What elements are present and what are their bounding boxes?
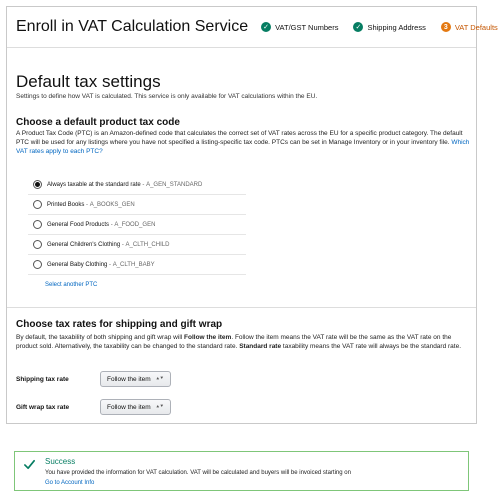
ptc-option-code: A_GEN_STANDARD <box>146 181 203 188</box>
rates-description-text: By default, the taxability of both shipping and gift wrap will <box>16 334 185 341</box>
radio-icon[interactable] <box>33 240 42 249</box>
rates-description <box>16 333 471 351</box>
ptc-option-code: A_FOOD_GEN <box>114 221 156 228</box>
step-shipping-address[interactable] <box>353 22 425 32</box>
ptc-option-label: Always taxable at the standard rate <box>47 181 141 188</box>
ptc-description <box>16 129 471 156</box>
ptc-option-label: Printed Books <box>47 201 85 208</box>
ptc-option-code: A_CLTH_CHILD <box>125 241 170 248</box>
page-header-title: Enroll in VAT Calculation Service <box>16 18 249 35</box>
ptc-option-code: A_BOOKS_GEN <box>89 201 135 208</box>
shipping-tax-rate-label: Shipping tax rate <box>16 375 69 383</box>
step-vat-numbers[interactable] <box>261 22 338 32</box>
enrollment-card <box>6 6 498 424</box>
radio-icon[interactable] <box>33 220 42 229</box>
step-label: VAT/GST Numbers <box>275 22 339 32</box>
page-title: Default tax settings <box>16 72 161 91</box>
ptc-separator: - <box>84 201 90 208</box>
ptc-option-label: General Baby Clothing <box>47 261 108 268</box>
step-vat-defaults[interactable] <box>441 22 498 32</box>
step-number-badge: 3 <box>441 22 451 32</box>
account-info-link[interactable]: Go to Account Info <box>45 480 95 486</box>
step-label: VAT Defaults <box>454 22 498 32</box>
page-subtitle: Settings to define how VAT is calculated. This service is only available for VAT calculations within the EU. <box>16 93 318 100</box>
ptc-heading: Choose a default product tax code <box>16 117 180 128</box>
ptc-separator: - <box>120 241 126 248</box>
select-another-ptc-link[interactable]: Select another PTC <box>45 282 98 288</box>
ptc-option[interactable] <box>28 175 246 195</box>
rates-description-text: . Follow the item means the VAT rate will be the same as the VAT rate on the product sold. Alternatively, the taxability can be changed to the standard rate. <box>16 334 452 350</box>
ptc-separator: - <box>140 181 147 188</box>
rates-description-bold: Follow the item <box>184 334 232 341</box>
ptc-option-label: General Food Products <box>47 221 110 228</box>
giftwrap-tax-rate-label: Gift wrap tax rate <box>16 403 70 411</box>
rates-heading: Choose tax rates for shipping and gift wrap <box>16 319 223 330</box>
shipping-tax-rate-dropdown[interactable] <box>100 371 171 387</box>
ptc-option[interactable] <box>28 195 246 215</box>
check-circle-icon: ✓ <box>261 22 271 32</box>
dropdown-value: Follow the item <box>107 403 151 411</box>
success-message: You have provided the information for VAT calculation. VAT will be calculated and buyers will be invoiced starting on <box>45 470 351 476</box>
rates-description-bold: Standard rate <box>239 343 282 350</box>
step-label: Shipping Address <box>367 22 426 32</box>
dropdown-arrows-icon: ⯅⯆ <box>155 376 164 382</box>
radio-selected-icon[interactable] <box>33 180 42 189</box>
ptc-option[interactable] <box>28 215 246 235</box>
select-another-ptc-row <box>28 275 246 295</box>
success-check-icon <box>23 458 36 471</box>
success-title: Success <box>45 457 76 466</box>
ptc-description-text: A Product Tax Code (PTC) is an Amazon-defined code that calculates the correct set of VAT rates across the EU for a specific product category. The default PTC will be used for any listings where you have not specified a listing-specific tax code. PTCs can be set in Manage Inventory or in your inventory file. <box>16 130 463 146</box>
rates-description-text: taxability means the VAT rate will always be the standard rate. <box>281 343 462 350</box>
ptc-option[interactable] <box>28 235 246 255</box>
dropdown-value: Follow the item <box>107 375 151 383</box>
ptc-option-code: A_CLTH_BABY <box>112 261 155 268</box>
ptc-radio-list <box>28 175 246 295</box>
giftwrap-tax-rate-dropdown[interactable] <box>100 399 171 415</box>
ptc-option-label: General Children's Clothing <box>47 241 121 248</box>
success-alert <box>14 451 469 491</box>
giftwrap-tax-rate-row <box>16 399 171 415</box>
card-header <box>7 7 498 48</box>
dropdown-arrows-icon: ⯅⯆ <box>155 404 164 410</box>
radio-icon[interactable] <box>33 260 42 269</box>
radio-icon[interactable] <box>33 200 42 209</box>
section-divider <box>7 307 476 308</box>
shipping-tax-rate-row <box>16 371 171 387</box>
ptc-help-link[interactable]: Which VAT rates apply to each PTC? <box>16 139 470 155</box>
ptc-separator: - <box>109 221 115 228</box>
check-circle-icon: ✓ <box>353 22 363 32</box>
ptc-separator: - <box>107 261 113 268</box>
ptc-option[interactable] <box>28 255 246 275</box>
